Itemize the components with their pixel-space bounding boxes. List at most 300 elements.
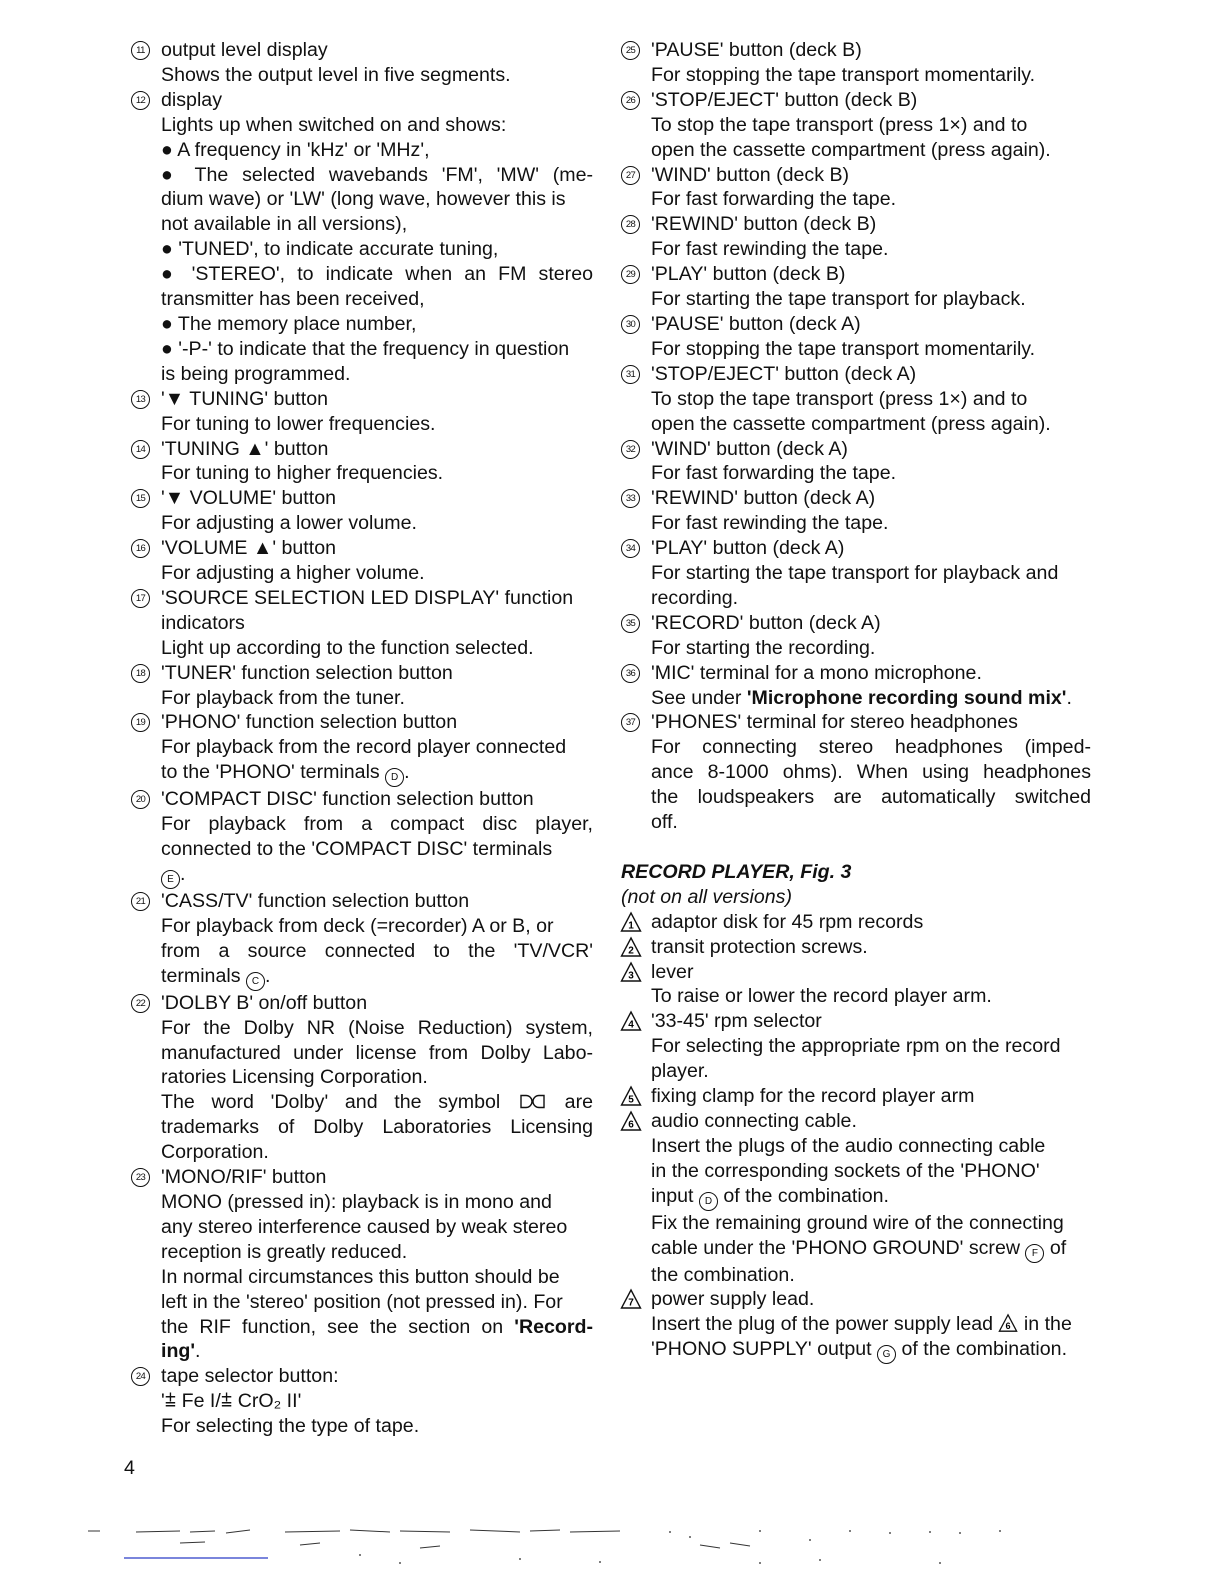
svg-text:1: 1	[628, 920, 634, 932]
control-entry	[131, 661, 593, 711]
text-line	[651, 38, 1091, 63]
line-text: For starting the recording.	[651, 636, 876, 659]
line-text: 'PHONO' function selection button	[161, 711, 458, 734]
line-text: 'PAUSE' button (deck A)	[651, 312, 861, 335]
control-entry	[131, 387, 593, 437]
text-line	[161, 461, 593, 486]
record-player-item	[621, 935, 1091, 960]
text-line	[651, 1084, 1091, 1109]
dolby-double-d-icon	[520, 1094, 545, 1109]
text-line	[651, 1109, 1091, 1134]
section-subheading: (not on all versions)	[621, 885, 792, 908]
line-text: For starting the tape transport for playback and	[651, 562, 1059, 585]
control-entry	[131, 991, 593, 1165]
triangle-label	[620, 1085, 642, 1107]
text-line	[651, 1134, 1091, 1159]
text-line	[651, 187, 1091, 212]
text-line	[161, 337, 593, 362]
inline-triangle-marker	[998, 1313, 1018, 1333]
line-text: 'PLAY' button (deck B)	[651, 263, 846, 286]
circled-letter-icon: E	[161, 870, 180, 889]
circled-number-icon: 35	[621, 614, 640, 633]
line-text: For selecting the type of tape.	[161, 1415, 420, 1438]
line-text: display	[161, 88, 222, 111]
circled-number-icon: 33	[621, 489, 640, 508]
line-text: 'SOURCE SELECTION LED DISPLAY' function	[161, 586, 574, 609]
circled-number-icon: 37	[621, 713, 640, 732]
line-text: 'CASS/TV' function selection button	[161, 890, 470, 912]
text-line	[651, 287, 1091, 312]
line-suffix: .	[195, 1340, 201, 1363]
line-text: ● The selected wavebands 'FM', 'MW' (me-	[161, 163, 593, 186]
section-heading: RECORD PLAYER, Fig. 3	[621, 860, 852, 883]
circled-letter-icon: C	[246, 972, 265, 991]
text-line	[161, 561, 593, 586]
text-line	[651, 785, 1091, 810]
text-line	[651, 1184, 1091, 1211]
text-line	[651, 611, 1091, 636]
text-line	[161, 38, 593, 63]
text-line	[161, 1090, 593, 1115]
text-line	[651, 1337, 1091, 1364]
svg-text:3: 3	[628, 970, 634, 982]
line-text: in the corresponding sockets of the 'PHONO'	[651, 1159, 1040, 1182]
text-line	[161, 1414, 593, 1439]
line-text: Light up according to the function selected.	[161, 636, 534, 659]
line-text: For fast rewinding the tape.	[651, 512, 889, 535]
triangle-label	[620, 961, 642, 983]
circled-letter-icon: G	[877, 1345, 896, 1364]
text-line	[161, 163, 593, 188]
text-line	[161, 1190, 593, 1215]
scan-noise	[0, 1515, 1224, 1575]
text-line	[651, 561, 1091, 586]
circled-number-icon: 18	[131, 664, 150, 683]
line-text: transit protection screws.	[651, 935, 868, 958]
control-entry	[621, 536, 1091, 611]
line-text: trademarks of Dolby Laboratories Licensing	[161, 1116, 593, 1139]
text-line	[651, 661, 1091, 686]
text-line	[651, 437, 1091, 462]
bold-reference: 'Record-	[514, 1315, 593, 1338]
line-text: indicators	[161, 611, 245, 634]
circled-number-icon: 31	[621, 365, 640, 384]
svg-text:6: 6	[1005, 1321, 1011, 1332]
text-line	[651, 686, 1091, 711]
text-line	[161, 287, 593, 312]
circled-number-icon: 27	[621, 166, 640, 185]
circled-number-icon: 29	[621, 265, 640, 284]
text-line	[161, 1016, 593, 1041]
line-text: For the Dolby NR (Noise Reduction) system,	[161, 1016, 593, 1039]
circled-number-icon: 11	[131, 41, 150, 60]
text-line	[161, 586, 593, 611]
circled-number-icon: 24	[131, 1367, 150, 1386]
text-line	[161, 1265, 593, 1290]
control-entry	[621, 661, 1091, 711]
line-text: For fast forwarding the tape.	[651, 462, 897, 485]
text-line	[161, 862, 593, 889]
line-text: For playback from a compact disc player,	[161, 813, 593, 836]
control-entry	[131, 486, 593, 536]
line-text: output level display	[161, 39, 328, 61]
line-text: For connecting stereo headphones (imped-	[651, 736, 1091, 759]
control-entry	[621, 163, 1091, 213]
line-text: 'WIND' button (deck A)	[651, 437, 848, 460]
line-text: For fast rewinding the tape.	[651, 238, 889, 261]
svg-text:2: 2	[628, 945, 634, 957]
line-suffix: .	[1066, 686, 1072, 709]
text-line	[651, 536, 1091, 561]
line-text: For starting the tape transport for playback.	[651, 288, 1026, 311]
line-text: from a source connected to the 'TV/VCR'	[161, 939, 593, 962]
line-text: 'STOP/EJECT' button (deck B)	[651, 88, 918, 111]
circled-number-icon: 28	[621, 215, 640, 234]
line-text: 'PHONES' terminal for stereo headphones	[651, 711, 1018, 734]
text-line	[651, 113, 1091, 138]
text-line	[161, 611, 593, 636]
line-text: 'COMPACT DISC' function selection button	[161, 788, 534, 811]
text-line	[651, 1287, 1091, 1312]
text-line	[651, 461, 1091, 486]
line-text: 'TUNER' function selection button	[161, 661, 453, 684]
line-text: manufactured under license from Dolby Labo-	[161, 1041, 593, 1064]
text-line	[161, 1065, 593, 1090]
text-line	[161, 939, 593, 964]
control-entry	[131, 88, 593, 387]
bold-reference: 'Microphone recording sound mix'	[746, 686, 1067, 709]
line-text: ratories Licensing Corporation.	[161, 1066, 428, 1089]
control-entry	[621, 437, 1091, 487]
line-text: Fix the remaining ground wire of the connecting	[651, 1211, 1064, 1234]
control-entry	[131, 586, 593, 661]
line-text: 'RECORD' button (deck A)	[651, 611, 881, 634]
line-text: ● 'STEREO', to indicate when an FM stereo	[161, 263, 593, 286]
line-text: For stopping the tape transport momentarily.	[651, 63, 1036, 86]
text-line	[161, 1240, 593, 1265]
text-line	[161, 1215, 593, 1240]
control-entry	[131, 437, 593, 487]
text-line	[161, 1389, 593, 1414]
line-text: 'PAUSE' button (deck B)	[651, 39, 862, 61]
line-text: 'REWIND' button (deck B)	[651, 213, 877, 236]
line-text: 'DOLBY B' on/off button	[161, 991, 368, 1014]
text-line	[651, 163, 1091, 188]
text-line	[161, 1290, 593, 1315]
control-entry	[131, 710, 593, 787]
left-column	[131, 38, 593, 1439]
line-text: For tuning to higher frequencies.	[161, 462, 444, 485]
line-text: left in the 'stereo' position (not pressed in). For	[161, 1290, 563, 1313]
line-text: Shows the output level in five segments.	[161, 63, 511, 86]
line-text: terminals	[161, 964, 246, 987]
text-line	[651, 1059, 1091, 1084]
circled-number-icon: 36	[621, 664, 640, 683]
line-text: 'WIND' button (deck B)	[651, 163, 850, 186]
line-text: For adjusting a higher volume.	[161, 562, 425, 585]
text-line	[651, 511, 1091, 536]
record-player-item	[621, 1084, 1091, 1109]
text-line	[161, 760, 593, 787]
text-line	[161, 362, 593, 387]
line-text: See under	[651, 686, 747, 709]
line-text: off.	[651, 811, 678, 834]
line-text: dium wave) or 'LW' (long wave, however this is	[161, 188, 566, 211]
text-line	[651, 212, 1091, 237]
text-line	[161, 964, 593, 991]
line-text: input	[651, 1184, 699, 1207]
line-text: audio connecting cable.	[651, 1109, 857, 1132]
record-player-item	[621, 1109, 1091, 1288]
line-text: For selecting the appropriate rpm on the record	[651, 1035, 1061, 1058]
text-line	[161, 787, 593, 812]
line-text: not available in all versions),	[161, 213, 408, 236]
text-line	[161, 812, 593, 837]
text-line	[161, 1140, 593, 1165]
line-text: the loudspeakers are automatically switched	[651, 786, 1091, 809]
line-text: lever	[651, 960, 694, 983]
line-text: ● '-P-' to indicate that the frequency in question	[161, 337, 570, 360]
line-text: In normal circumstances this button should be	[161, 1265, 560, 1288]
text-line	[161, 187, 593, 212]
control-entry	[621, 38, 1091, 88]
line-suffix: of	[1044, 1236, 1067, 1259]
line-suffix: .	[180, 863, 186, 885]
control-entry	[131, 1364, 593, 1439]
line-text: '⩲ Fe I/⩲ CrO₂ II'	[161, 1390, 302, 1413]
line-text: player.	[651, 1060, 709, 1083]
text-line	[161, 262, 593, 287]
text-line	[651, 262, 1091, 287]
line-text: '▼ VOLUME' button	[161, 487, 336, 510]
line-text: 'VOLUME ▲' button	[161, 537, 336, 560]
right-column	[621, 38, 1091, 1364]
text-line	[651, 1211, 1091, 1236]
line-suffix: are	[547, 1091, 593, 1114]
line-suffix: .	[404, 761, 410, 784]
text-line	[161, 536, 593, 561]
line-suffix: in the	[1018, 1313, 1072, 1336]
circled-letter-icon: F	[1025, 1244, 1044, 1263]
text-line	[161, 88, 593, 113]
triangle-label	[620, 911, 642, 933]
triangle-marker-icon	[998, 1313, 1018, 1333]
circled-number-icon: 14	[131, 440, 150, 459]
triangle-marker-icon	[620, 1010, 642, 1032]
svg-text:6: 6	[628, 1119, 634, 1131]
circled-number-icon: 13	[131, 390, 150, 409]
line-text: For stopping the tape transport momentarily.	[651, 337, 1036, 360]
triangle-marker-icon	[620, 1085, 642, 1107]
line-text: For fast forwarding the tape.	[651, 188, 897, 211]
text-line	[161, 1339, 593, 1364]
line-text: MONO (pressed in): playback is in mono and	[161, 1190, 552, 1213]
circled-number-icon: 21	[131, 892, 150, 911]
line-text: For playback from the tuner.	[161, 686, 405, 709]
triangle-label	[620, 936, 642, 958]
control-entry	[131, 889, 593, 991]
text-line	[161, 889, 593, 914]
line-text: '▼ TUNING' button	[161, 387, 328, 410]
record-player-item	[621, 960, 1091, 1010]
text-line	[161, 710, 593, 735]
text-line	[651, 710, 1091, 735]
control-entry	[131, 787, 593, 889]
text-line	[161, 735, 593, 760]
text-line	[161, 113, 593, 138]
text-line	[651, 362, 1091, 387]
text-line	[651, 1034, 1091, 1059]
control-entry	[621, 486, 1091, 536]
circled-letter-icon: D	[699, 1192, 718, 1211]
triangle-label	[620, 1110, 642, 1132]
line-text: adaptor disk for 45 rpm records	[651, 910, 924, 933]
line-text: open the cassette compartment (press again).	[651, 138, 1051, 161]
triangle-marker-icon	[620, 1110, 642, 1132]
text-line	[161, 63, 593, 88]
page-number: 4	[124, 1457, 135, 1479]
svg-text:7: 7	[628, 1297, 634, 1309]
circled-number-icon: 34	[621, 539, 640, 558]
line-text: 'MIC' terminal for a mono microphone.	[651, 661, 982, 684]
circled-number-icon: 26	[621, 91, 640, 110]
circled-number-icon: 16	[131, 539, 150, 558]
control-entry	[621, 262, 1091, 312]
triangle-marker-icon	[620, 911, 642, 933]
line-text: tape selector button:	[161, 1365, 339, 1388]
line-text: The word 'Dolby' and the symbol	[161, 1091, 517, 1114]
line-text: 'PLAY' button (deck A)	[651, 537, 845, 560]
record-player-item	[621, 910, 1091, 935]
text-line	[161, 1364, 593, 1389]
record-player-item	[621, 1287, 1091, 1364]
line-text: recording.	[651, 586, 739, 609]
line-text: reception is greatly reduced.	[161, 1240, 408, 1263]
text-line	[651, 63, 1091, 88]
line-text: any stereo interference caused by weak stereo	[161, 1215, 568, 1238]
text-line	[651, 910, 1091, 935]
line-suffix: of the combination.	[717, 1184, 889, 1207]
text-line	[161, 1041, 593, 1066]
record-player-item	[621, 1009, 1091, 1084]
line-text: 'TUNING ▲' button	[161, 437, 329, 460]
text-line	[161, 212, 593, 237]
line-text: 'STOP/EJECT' button (deck A)	[651, 362, 917, 385]
text-line	[161, 312, 593, 337]
text-line	[651, 237, 1091, 262]
control-entry	[621, 312, 1091, 362]
control-entry	[621, 611, 1091, 661]
control-entry	[621, 362, 1091, 437]
text-line	[651, 138, 1091, 163]
line-suffix: .	[264, 964, 271, 987]
triangle-marker-icon	[620, 936, 642, 958]
text-line	[651, 760, 1091, 785]
text-line	[651, 636, 1091, 661]
line-text: To raise or lower the record player arm.	[651, 985, 992, 1008]
line-text: Insert the plugs of the audio connecting cable	[651, 1134, 1046, 1157]
line-text: 'MONO/RIF' button	[161, 1166, 327, 1189]
line-text: open the cassette compartment (press again).	[651, 412, 1051, 435]
text-line	[161, 412, 593, 437]
text-line	[651, 412, 1091, 437]
text-line	[651, 935, 1091, 960]
line-text: '33-45' rpm selector	[651, 1010, 822, 1033]
text-line	[161, 991, 593, 1016]
line-text: For playback from the record player connected	[161, 736, 567, 759]
text-line	[161, 237, 593, 262]
control-entry	[131, 536, 593, 586]
line-text: Corporation.	[161, 1141, 269, 1164]
triangle-marker-icon	[620, 961, 642, 983]
text-line	[651, 586, 1091, 611]
line-text: ● The memory place number,	[161, 312, 417, 335]
line-text: To stop the tape transport (press 1×) and to	[651, 113, 1028, 136]
circled-number-icon: 30	[621, 315, 640, 334]
line-text: ance 8-1000 ohms). When using headphones	[651, 761, 1091, 784]
text-line	[651, 387, 1091, 412]
text-line	[651, 337, 1091, 362]
line-suffix: of the combination.	[896, 1338, 1068, 1361]
line-text: ● A frequency in 'kHz' or 'MHz',	[161, 138, 430, 161]
text-line	[651, 312, 1091, 337]
text-line	[651, 960, 1091, 985]
line-text: 'REWIND' button (deck A)	[651, 487, 876, 510]
line-text: For adjusting a lower volume.	[161, 512, 417, 535]
text-line	[651, 1312, 1091, 1337]
circled-number-icon: 15	[131, 489, 150, 508]
triangle-label	[620, 1010, 642, 1032]
text-line	[651, 1263, 1091, 1288]
svg-text:4: 4	[628, 1019, 634, 1031]
text-line	[161, 1115, 593, 1140]
control-entry	[131, 1165, 593, 1364]
line-text: ● 'TUNED', to indicate accurate tuning,	[161, 238, 499, 261]
circled-number-icon: 19	[131, 713, 150, 732]
line-text: power supply lead.	[651, 1288, 815, 1311]
control-entry	[131, 38, 593, 88]
text-line	[161, 511, 593, 536]
circled-number-icon: 20	[131, 790, 150, 809]
text-line	[651, 984, 1091, 1009]
line-text: 'PHONO SUPPLY' output	[651, 1338, 878, 1361]
bold-reference: ing'	[161, 1340, 196, 1363]
line-text: For playback from deck (=recorder) A or B, or	[161, 914, 554, 937]
control-entry	[621, 710, 1091, 835]
text-line	[161, 686, 593, 711]
text-line	[161, 138, 593, 163]
circled-letter-icon: D	[385, 768, 404, 787]
text-line	[161, 437, 593, 462]
line-text: Insert the plug of the power supply lead	[651, 1313, 999, 1336]
line-text: Lights up when switched on and shows:	[161, 113, 507, 136]
text-line	[161, 837, 593, 862]
control-entry	[621, 88, 1091, 163]
line-text: the combination.	[651, 1263, 795, 1286]
line-text: transmitter has been received,	[161, 288, 425, 311]
text-line	[651, 1159, 1091, 1184]
line-text: fixing clamp for the record player arm	[651, 1085, 975, 1108]
text-line	[651, 486, 1091, 511]
text-line	[161, 1315, 593, 1340]
triangle-marker-icon	[620, 1288, 642, 1310]
line-text: the RIF function, see the section on	[161, 1315, 515, 1338]
text-line	[161, 486, 593, 511]
line-text: is being programmed.	[161, 362, 351, 385]
text-line	[161, 636, 593, 661]
text-line	[651, 88, 1091, 113]
circled-number-icon: 25	[621, 41, 640, 60]
